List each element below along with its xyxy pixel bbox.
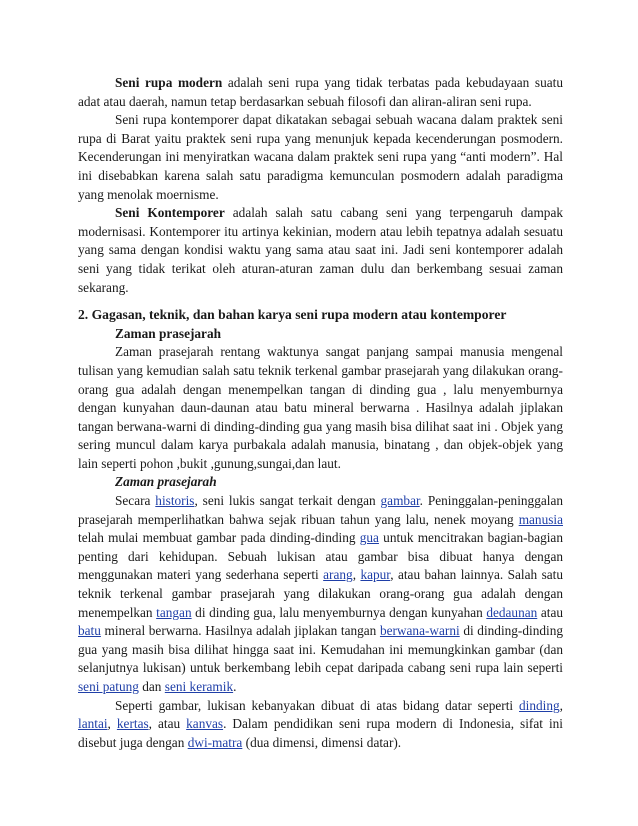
text-run: . Peninggalan-peninggalan prasejarah memperlihatkan bahwa sejak ribuan tahun yang lalu, nenek moyang: [78, 493, 563, 527]
text-run: di dinding-dinding gua yang masih bisa dilihat hingga saat ini. Kemudahan ini memungkinkan gambar (dan selanjutnya lukisan) untuk berkembang lebih cepat daripada cabang seni rupa lain seperti: [78, 623, 563, 676]
paragraph-seni-rupa-kontemporer: Seni rupa kontemporer dapat dikatakan sebagai sebuah wacana dalam praktek seni rupa di Barat yaitu praktek seni rupa yang menunjuk kepada kecenderungan posmodern. Kecenderungan ini menyiratkan wacana dalam praktek seni rupa yang “anti modern”. Hal ini disebabkan karena salah satu paradigma kemunculan posmodern adalah paradigma yang menolak moernisme.: [78, 112, 563, 202]
link-kapur[interactable]: kapur: [360, 567, 391, 583]
paragraph-seni-kontemporer: [78, 204, 563, 297]
paragraph-secara-historis: [78, 492, 563, 697]
paragraph-text: adalah seni rupa yang tidak terbatas pada kebudayaan suatu adat atau daerah, namun tetap berdasarkan sebuah filosofi dan aliran-aliran seni rupa.: [78, 75, 563, 109]
link-seni-keramik[interactable]: seni keramik: [164, 679, 234, 694]
text-run: (dua dimensi, dimensi datar).: [242, 734, 402, 750]
link-kanvas[interactable]: kanvas: [186, 716, 224, 732]
text-run: mineral berwarna. Hasilnya adalah jiplakan tangan: [100, 623, 380, 639]
link-kertas[interactable]: kertas: [116, 716, 149, 732]
subheading-zaman-prasejarah: Zaman prasejarah: [115, 325, 222, 341]
text-run: dan: [138, 679, 165, 694]
text-run: .: [233, 679, 237, 694]
paragraph-seni-rupa-modern: [78, 74, 563, 111]
subheading-zaman-prasejarah-italic: Zaman prasejarah: [115, 474, 217, 490]
link-gambar[interactable]: gambar: [380, 493, 420, 509]
section-heading: 2. Gagasan, teknik, dan bahan karya seni rupa modern atau kontemporer: [78, 307, 507, 323]
text-run: ,: [559, 697, 563, 713]
text-run: , atau: [148, 716, 187, 732]
paragraph-seperti-gambar: [78, 697, 563, 753]
text-run: Secara: [115, 493, 156, 509]
term-seni-rupa-modern: Seni rupa modern: [115, 75, 223, 90]
link-berwana-warni[interactable]: berwana-warni: [379, 623, 460, 639]
text-run: , seni lukis sangat terkait dengan: [194, 493, 381, 509]
text-run: atau: [537, 604, 563, 620]
paragraph-zaman-prasejarah: Zaman prasejarah rentang waktunya sangat panjang sampai manusia mengenal tulisan yang kemudian salah satu teknik terkenal gambar prasejarah yang dilakukan orang-orang gua adalah dengan menempelkan tangan di dinding gua , lalu menyemburnya dengan kunyahan daun-daunan atau batu mineral berwarna . Hasilnya adalah jiplakan tangan berwana-warni di dinding-dinding gua yang masih bisa dilihat saat ini . Objek yang sering muncul dalam karya purbakala adalah manusia, binatang , dan objek-objek yang lain seperti pohon ,bukit ,gunung,sungai,dan laut.: [78, 344, 563, 471]
text-run: di dinding gua, lalu menyemburnya dengan kunyahan: [191, 604, 487, 620]
link-seni-patung[interactable]: seni patung: [78, 679, 139, 694]
link-tangan[interactable]: tangan: [156, 604, 192, 620]
link-manusia[interactable]: manusia: [518, 511, 563, 527]
link-lantai[interactable]: lantai: [78, 716, 108, 732]
text-run: ,: [107, 716, 117, 732]
link-batu[interactable]: batu: [78, 623, 101, 639]
text-run: Seperti gambar, lukisan kebanyakan dibuat di atas bidang datar seperti: [115, 697, 520, 713]
text-run: , atau bahan lainnya. Salah satu teknik terkenal gambar prasejarah yang dilakukan orang-orang gua adalah dengan menempelkan: [78, 567, 563, 620]
text-run: untuk mencitrakan bagian-bagian penting dari kehidupan. Sebuah lukisan atau gambar bisa dibuat hanya dengan menggunakan materi yang sederhana seperti: [78, 530, 563, 583]
link-dwi-matra[interactable]: dwi-matra: [187, 734, 243, 750]
link-historis[interactable]: historis: [155, 493, 195, 509]
link-dedaunan[interactable]: dedaunan: [486, 604, 538, 620]
paragraph-text: adalah salah satu cabang seni yang terpengaruh dampak modernisasi. Kontemporer itu artinya kekinian, modern atau lebih tepatnya adalah sesuatu yang sama dengan kondisi waktu yang sama atau saat ini. Jadi seni kontemporer adalah seni yang tidak terikat oleh aturan-aturan zaman dulu dan berkembang sesuai zaman sekarang.: [78, 205, 563, 295]
term-seni-kontemporer: Seni Kontemporer: [115, 205, 225, 221]
text-run: . Dalam pendidikan seni rupa modern di Indonesia, sifat ini disebut juga dengan: [78, 716, 563, 750]
link-arang[interactable]: arang: [323, 567, 353, 583]
link-gua[interactable]: gua: [359, 530, 379, 546]
text-run: telah mulai membuat gambar pada dinding-dinding: [78, 530, 360, 546]
text-run: ,: [352, 567, 361, 583]
link-dinding[interactable]: dinding: [519, 697, 560, 713]
